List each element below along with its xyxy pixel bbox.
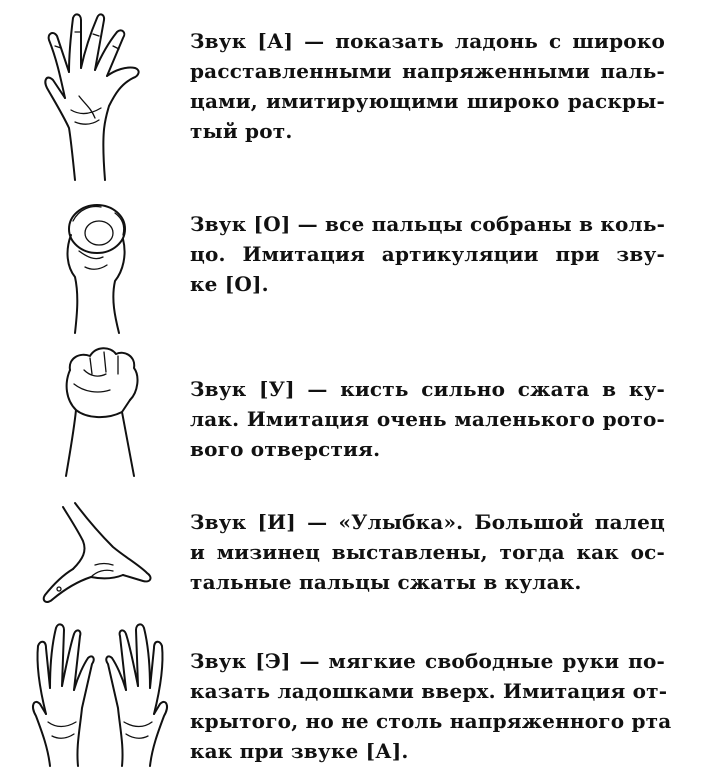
thumb-and-pinky-extended-icon [35, 495, 165, 620]
text-line: расставленными напряженными паль- [190, 59, 665, 83]
text-line: лак. Имитация очень маленького рото- [190, 407, 665, 431]
entry-sound-a [0, 10, 705, 185]
entry-sound-e [0, 618, 705, 768]
open-palm-spread-fingers-icon [35, 10, 150, 185]
text-line: тальные пальцы сжаты в кулак. [190, 570, 582, 594]
text-line: как при звуке [А]. [190, 739, 409, 763]
text-line: Звук [А] — показать ладонь с широко [190, 29, 665, 53]
text-line: крытого, но не столь напряженного рта [190, 709, 672, 733]
entry-text [190, 209, 665, 299]
fingers-ring-o-icon [45, 195, 145, 335]
text-line: цо. Имитация артикуляции при зву- [190, 242, 665, 266]
text-line: ке [О]. [190, 272, 269, 296]
entry-sound-i [0, 495, 705, 620]
two-palms-up-icon [20, 618, 180, 768]
entry-sound-u [0, 340, 705, 480]
text-line: тый рот. [190, 119, 293, 143]
entry-text [190, 26, 665, 146]
text-line: Звук [У] — кисть сильно сжата в ку- [190, 377, 665, 401]
entry-sound-o [0, 195, 705, 335]
text-line: казать ладошками вверх. Имитация от- [190, 679, 668, 703]
text-line: Звук [И] — «Улыбка». Большой палец [190, 510, 665, 534]
text-line: Звук [О] — все пальцы собраны в коль- [190, 212, 666, 236]
text-line: Звук [Э] — мягкие свободные руки по- [190, 649, 665, 673]
text-line: вого отверстия. [190, 437, 381, 461]
entry-text [190, 374, 665, 464]
clenched-fist-icon [50, 340, 150, 480]
entry-text [190, 507, 665, 597]
text-line: и мизинец выставлены, тогда как ос- [190, 540, 665, 564]
text-line: цами, имитирующими широко раскры- [190, 89, 665, 113]
entry-text [190, 646, 672, 766]
